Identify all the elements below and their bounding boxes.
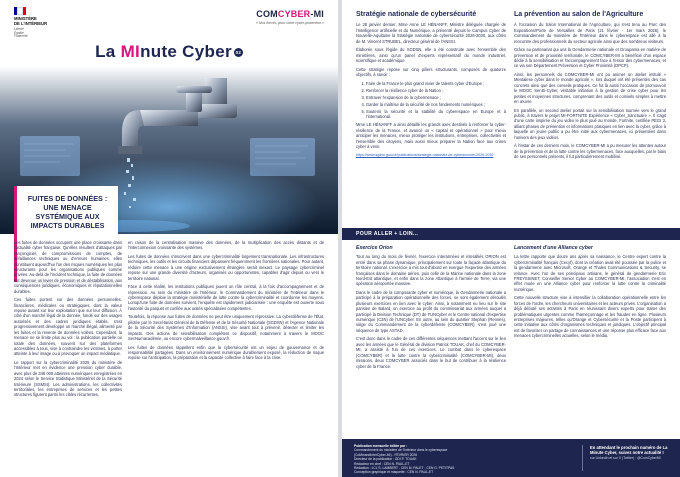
strategy-section	[356, 12, 506, 158]
orion-section	[356, 246, 506, 372]
orion-heading: Exercice Orion	[356, 245, 393, 251]
feature-paragraph: Les fuites de données occupent une place croissante dans l'actualité cyber française. Qu'elles résultent d'attaques par rançongiciel, de compromissions de comptes, de défaillances techniques ou d'erreurs humaines, elles constituent aujourd'hui l'un des risques numériques les plus structurants pour les organisations publiques comme privées. Au-delà de l'incident technique, la fuite de données est devenue un levier de pression et de déstabilisation, aux conséquences juridiques, économiques et réputationnelles durables.	[14, 240, 122, 294]
orion-paragraph: C'est donc dans le cadre de ces différentes séquences mettant l'accent sur le lien avec les armées que le Général de division Patrick TOUAK, chef du COMCYBER-MI, a assisté à l'un de ces exercices. Le combat dans le cyberespace (COMCYBER) et la lutte contre la cybercriminalité (COMCYBER-MI), deux missions, deux COMCYBER associés dans le but de contribuer à la résilience cyber de la France.	[356, 336, 506, 369]
flag-red	[23, 7, 26, 15]
motto-egalite: Égalité	[14, 30, 24, 35]
feature-column-2	[128, 240, 324, 364]
alliance-section	[514, 246, 666, 342]
credits-line: Rédaction : LCL S. LAMBERT - CEN M. PALET - CEN G. PETITPAS	[354, 466, 455, 471]
footer	[342, 439, 680, 477]
strategy-paragraph: Mme LE HÉNANFF a ainsi détaillé les grands axes destinés à renforcer la cyber-résilience de la France, et avancé un « capital et opérationnel » pour mieux anticiper les menaces, mieux protéger les institutions, entreprises, collectivités et l'ensemble des citoyens, mais aussi mieux préparer la Nation face aux crises cyber à venir.	[356, 122, 506, 150]
strategy-heading: Stratégie nationale de cybersécurité	[356, 11, 477, 18]
list-item: 5. Soutenir la sécurité et la stabilité du cyberespace en Europe et à l'international.	[366, 109, 506, 120]
government-logo	[14, 7, 74, 39]
list-item: 2. Renforcer la résilience cyber de la Nation ;	[366, 88, 506, 93]
orion-paragraph: Tout au long du mois de février, l'exercice interarmées et interalliés ORION est entré dans sa phase dynamique, principalement sur toute la façade atlantique du territoire national. L'exercice a mis tout d'abord en exergue l'expertise des armées françaises dans le domaine aérien, puis celle de la Marine nationale dans la zone Nord-Est atlantique, et enfin dans la zone Atlantique à l'armée de Terre, via une opération aéroportée massive.	[356, 254, 506, 287]
feature-paragraph: Les fuites de données rappellent enfin que la cybersécurité est un enjeu de gouvernance et de responsabilité partagées. Dans un environnement numérique durablement exposé, la réduction de risque repose sur l'anticipation, la préparation et la capacité collective à faire face à la crise.	[128, 344, 324, 361]
agriculture-paragraph: Ainsi, les personnels du COMCYBER-MI ont pu animer un atelier intitulé « Mentalese cyber dans le monde agricole », lors duquel ont été présentés des cas concrets ainsi que des conseils pratiques. Ce fut là aussi l'occasion de promouvoir le MOOC SenSi-Cyber, véritable initiation à la gestion de crise cyber pour les petites et moyennes structures, comprenant des outils et conseils simples à mettre en œuvre.	[514, 72, 666, 105]
logo-part-cyber: CYBER	[277, 9, 311, 19]
footer-divider	[582, 445, 583, 471]
comcyber-brand	[256, 9, 324, 25]
social-handles[interactable]: sur LinkedIn et sur X (Twitter) : @ComCyberMI	[590, 455, 661, 460]
feature-paragraph: en raison de la centralisation massive des données, de la multiplication des accès distants et de l'interconnexion croissante des systèmes.	[128, 240, 324, 251]
ministry-line-2: DE L'INTÉRIEUR	[14, 20, 48, 26]
credits-line: Conception graphique et maquette : CEN N. PAUL-ET	[354, 470, 434, 475]
page-left	[0, 0, 338, 477]
brand-tagline: « Nos forces, pour votre cyber-protection »	[255, 21, 324, 25]
publication-credits	[354, 444, 544, 475]
further-reading-band: POUR ALLER + LOIN...	[342, 228, 680, 240]
logo-part-mi: -MI	[310, 9, 324, 19]
list-item: 1. Faire de la France le plus grand vivier de talents cyber d'Europe ;	[366, 81, 506, 86]
list-item: 3. Entraver l'expansion de la cybermenace ;	[366, 95, 506, 100]
title-post: nute Cyber	[140, 42, 232, 61]
agriculture-paragraph: À l'instar de ces derniers mois, le COMCYBER-MI a pu mesurer les attentes autour de la prévention et de la lutte contre les cybermenaces, face auxquelles, par le biais de ses personnels présents, il fut particulièrement mobilisé.	[514, 143, 667, 160]
french-flag-icon	[14, 7, 26, 15]
motto-fraternite: Fraternité	[14, 34, 28, 39]
comcyber-logo	[256, 9, 324, 19]
feature-headline: FUITES DE DONNÉES : UNE MENACE SYSTÉMIQUE AUX IMPACTS DURABLES	[27, 194, 108, 230]
feature-column-1	[14, 240, 122, 401]
newsletter-title	[0, 42, 338, 62]
alliance-heading: Lancement d'une Alliance cyber	[514, 245, 593, 251]
title-mi: MI	[120, 42, 141, 61]
feature-paragraph: Les fuites de données s'inscrivent dans une cybercriminalité largement transnationale. Les infrastructures techniques, les outils et les circuits financiers dépassent fréquemment les frontières nationales. Pour autant, réduire cette menace à une origine exclusivement étrangère serait inexact. Le paysage cybercriminel repose sur une grande diversité d'acteurs, organisés ou opportunistes, capables d'agir depuis ou vers le territoire national.	[128, 254, 324, 281]
ministry-name	[14, 17, 74, 26]
credits-line: Commandement du ministère de l'Intérieur dans le cyberespace	[354, 448, 448, 453]
agriculture-paragraph: En parallèle, un second atelier portait sur la sensibilisation tournée vers le grand public, à travers le projet MI-FORTNITE Expérience « Cyber_Sanctuaire ». Il s'agit d'une carte inspirée du jeu vidéo le plus joué au monde, Fortnite, certifiée PEGI 3, alliant phases de prévention et informations pratiques en lien avec la cyber, grâce à laquelle un jeune public a pu être initié aux cybermenaces, ici présentées dans l'univers des jeux vidéos.	[514, 107, 666, 140]
feature-paragraph: Face à cette réalité, les institutions publiques jouent un rôle central, à la fois d'accompagnement et de répression. Au sein du ministère de l'Intérieur, le Commandement du ministère de l'Intérieur dans le cyberespace déploie la stratégie ministérielle de lutte contre la cybercriminalité et coordonne les moyens. Lorsqu'une fuite de données survient, l'enquête est rapidement judiciarisée : une enquête est ouverte sous l'autorité du parquet et confiée aux unités spécialisées compétentes.	[128, 284, 324, 311]
logo-part-com: COM	[256, 9, 278, 19]
agriculture-paragraph: À l'occasion du Salon International de l'Agriculture, qui s'est tenu au Parc des Expositions/Porte de Versailles de Paris (21 février - 1er mars 2026), le Commandement du ministère de l'Intérieur dans le cyberespace est allé à la rencontre des professionnels du secteur agricole ainsi que des nombreux visiteurs.	[514, 22, 666, 44]
feature-paragraph: Toutefois, la réponse aux fuites de données ne peut être uniquement répressive. La cyberdéfense de l'État, pilotée par le Secrétariat Général de la Défense et de la Sécurité Nationale (SGDSN) et l'Agence Nationale de la Sécurité des Systèmes d'Information (ANSSI), vise avant tout à prévenir, détecter et limiter les impacts. Des actions de sensibilisation complètent ce dispositif, notamment à travers le MOOC SecNumacadémie, ou encore cybermalveillance.gouv.fr.	[128, 314, 324, 342]
orion-paragraph: Dans le cadre de la composante cyber et numérique, la Gendarmerie nationale a participé à la préparation opérationnelle des forces, se sont également déroulés plusieurs exercices en lien avec le cyber. Ainsi, à notamment eu lieu sur le site parisien de Balard, un exercice au profit du commissariat aux armées auquel a participé la Division Technique (DT) de FUNCyber et le Centre national d'expertise numérique (C3N) de l'UNCyber. En outre, au sein du quartier Stephan (Rennes), siège du Commandement de la cyberdéfense (COMCYBER), s'est joué une séquence de type ASTAD.	[356, 290, 506, 333]
republic-motto	[14, 28, 74, 39]
alliance-paragraph: La lettre rapporte que douze ans après sa naissance, le Centre expert contre la cybercriminalité français (Cecyf), dont la création avait été poussée par la police et la gendarmerie avec Microsoft, Orange et Thales Communications & Security, se relance. Avec l'un de ses principaux artisans, le général de gendarmerie Eric FREYSSINET, Conseiller Senior Cyber au COMCYBER-MI, l'association s'est en effet muée en une Alliance cyber pour renforcer la lutte contre la criminalité numérique.	[514, 254, 666, 292]
feature-paragraph: Ces fuites portent sur des données personnelles, financières, médicales ou stratégiques, dont la valeur repose autant sur leur exploitation que sur leur diffusion. À côté d'un marché légal de la donnée, fondé sur des usages autorisés et des cadres juridiques établis, s'est progressivement développé un marché illégal, alimenté par les fuites et la revente de données volées. Cependant, la menace ne se limite plus au vol : la publication partielle ou totale des données, souvent sur des plateformes accessibles à tous, vise à contraindre les victimes, à porter atteinte à leur image ou à provoquer un impact médiatique.	[14, 297, 122, 357]
alliance-paragraph: Cette nouvelle structure vise à intensifier la collaboration opérationnelle entre les forces de l'ordre, les chercheurs universitaires et les acteurs privés. L'organisation a déjà débuté ses activités à Paris en réunissant divers experts pour traiter des problématiques urgentes comme l'hameçonnage et les fraudes en ligne. Plusieurs entreprises majeures, telles qu'Orange et Cybersécurité et la Poste participent à cette initiative aux côtés d'organismes techniques et juridiques. L'objectif principal est de favoriser un partage de connaissances et une réponse plus efficace face aux menaces cybercriminelles actuelles, selon le média.	[514, 295, 666, 339]
agriculture-paragraph: Grâce au partenariat qui unit la Gendarmerie nationale et Groupama en matière de prévention et de proximité territoriale, le COMCYBER-MI a bénéficié d'un espace dédié à la sensibilisation et l'accompagnement face à l'essor des cybermenaces, et ce via son Département Prévention et Cyber Proximité (DPCP).	[514, 47, 666, 69]
strategy-paragraph: Élaborée sous l'égide du SGDSN, elle a été construite avec l'ensemble des ministères, ainsi qu'un panel d'experts représentatif du monde industriel, scientifique et académique.	[356, 47, 506, 64]
strategy-paragraph: Le 28 janvier dernier, Mme Anne LE HÉNANFF, Ministre déléguée chargée de l'Intelligence artificielle et du Numérique, a présenté depuis le Campus Cyber de Nouvelle-Aquitaine la Stratégie nationale de cybersécurité 2026-2030, aux côtés de M. Vincent STRUBEL, directeur général de l'ANSSI.	[356, 22, 506, 44]
credits-line: Rédacteur en chef : CEN N. PAUL-ET	[354, 461, 410, 466]
list-item: 4. Garder la maîtrise de la sécurité de nos fondements numériques ;	[366, 102, 506, 107]
title-pre: La	[95, 42, 121, 61]
credits-title: Publication mensuelle éditée par :	[354, 444, 408, 448]
ministry-line-1: MINISTÈRE	[14, 16, 37, 21]
strategy-link[interactable]: https://www.sgdsn.gouv.fr/publications/strategie-nationale-de-cybersecurite-2026-2030	[356, 152, 494, 157]
credits-line: (CoMmandInterCyber-MI) - FÉVRIER 2026	[354, 452, 418, 457]
feature-paragraph: Le rapport sur la cybercriminalité 2025 du ministère de l'Intérieur met en évidence une pression cyber durable, avec plus de 348 000 atteintes numériques enregistrées en 2024 selon le Service Statistique Ministériel de la Sécurité Intérieure (SSMSI). Les administrations, les collectivités territoriales, les entreprises de services et les petites structures figurent parmi les cibles récurrentes,	[14, 359, 122, 398]
motto-liberte: Liberté	[14, 27, 24, 32]
agriculture-heading: La prévention au salon de l'Agriculture	[514, 11, 644, 18]
follow-us-heading: En attendant le prochain numéro de La Minute Cyber, suivez notre actualité !	[590, 445, 668, 456]
follow-us	[590, 445, 674, 461]
issue-number-badge: 02	[235, 50, 242, 56]
strategy-paragraph: Cette stratégie repose sur cinq piliers structurants, composés de quatorze objectifs, à savoir :	[356, 66, 506, 78]
credits-line: Directeur de la publication : GDI P. TOUAK	[354, 457, 417, 462]
agriculture-section	[514, 12, 666, 163]
page-right	[342, 0, 680, 477]
strategy-pillars-list	[366, 81, 506, 120]
